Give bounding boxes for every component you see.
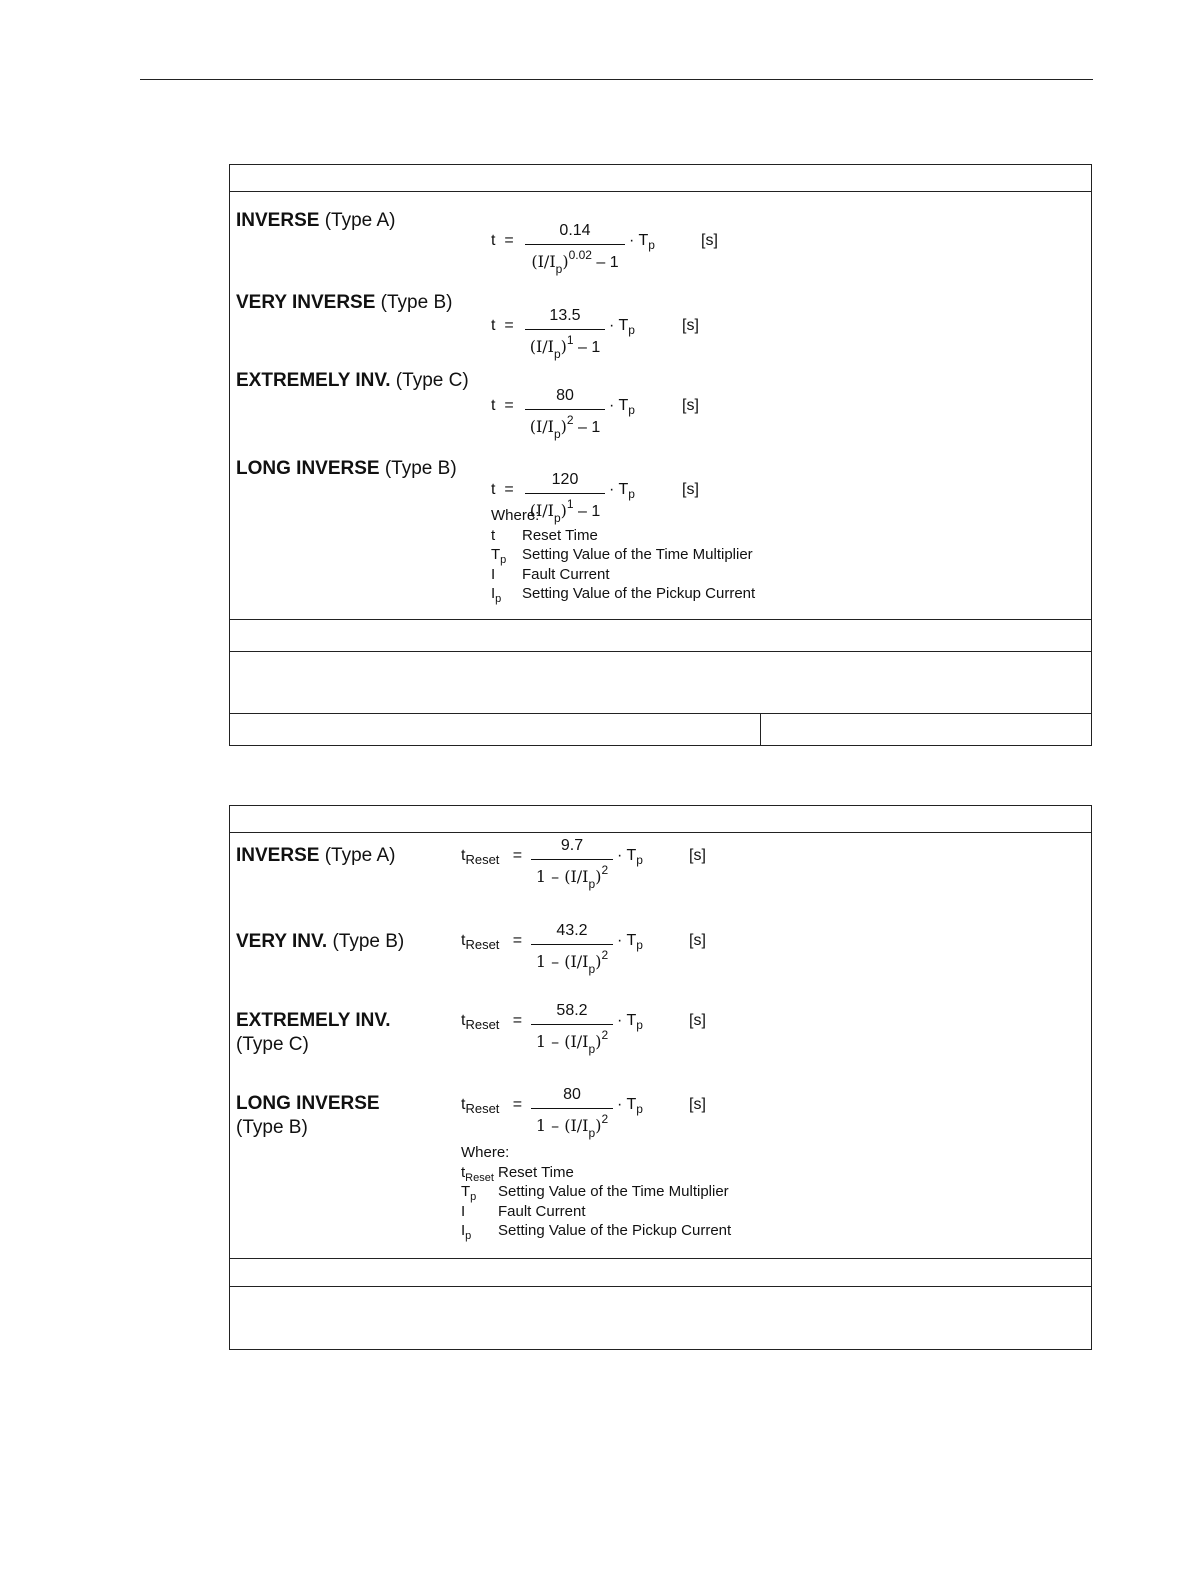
table-row [230, 1287, 1091, 1349]
numerator: 80 [563, 1086, 581, 1103]
formula-lhs: t = [491, 397, 514, 414]
curve-label: LONG INVERSE (Type B) [236, 1093, 380, 1138]
fraction-bar [525, 493, 605, 494]
denominator: $(I/I_p)^1 - 1$ [529, 497, 601, 525]
numerator: 80 [556, 387, 574, 404]
denominator: $(I/I_p)^2 - 1$ [529, 413, 601, 441]
fraction-bar [531, 1108, 613, 1109]
multiplier: · $T_p$ [609, 481, 635, 501]
unit: [s] [682, 397, 699, 414]
legend-item: $T_p$ Setting Value of the Time Multiplier [491, 546, 753, 566]
denominator: $1 - (I/I_p)^2$ [535, 1112, 609, 1140]
formula-lhs: $t_{Reset}$ = [461, 1012, 523, 1032]
curve-label: LONG INVERSE (Type B) [236, 458, 457, 479]
table-row [230, 714, 1091, 745]
curve-label: VERY INV. (Type B) [236, 931, 405, 952]
legend-item: $t_{Reset}$ Reset Time [461, 1163, 574, 1184]
unit: [s] [689, 847, 706, 864]
numerator: 0.14 [559, 222, 591, 239]
table-row [230, 620, 1091, 652]
multiplier: · $T_p$ [609, 397, 635, 417]
fraction-bar [531, 1024, 613, 1025]
fraction-bar [525, 409, 605, 410]
multiplier: · $T_p$ [617, 932, 643, 952]
multiplier: · $T_p$ [629, 232, 655, 252]
curve-label: EXTREMELY INV. (Type C) [236, 1010, 391, 1055]
curve-label: INVERSE (Type A) [236, 845, 396, 866]
legend-item: $T_p$ Setting Value of the Time Multiplier [461, 1183, 729, 1203]
variable-legend [461, 1143, 732, 1242]
numerator: 9.7 [560, 837, 584, 854]
unit: [s] [682, 481, 699, 498]
formula-cell [230, 192, 1091, 620]
formula-lhs: t = [491, 317, 514, 334]
unit: [s] [682, 317, 699, 334]
legend-item: $I_p$ Setting Value of the Pickup Current [491, 585, 756, 605]
formula-lhs: t = [491, 481, 514, 498]
numerator: 120 [551, 471, 579, 488]
denominator: $1 - (I/I_p)^2$ [535, 863, 609, 891]
unit: [s] [689, 1012, 706, 1029]
denominator: $(I/I_p)^{0.02} - 1$ [531, 248, 619, 276]
unit: [s] [701, 232, 718, 249]
numerator: 58.2 [556, 1002, 588, 1019]
numerator: 43.2 [556, 922, 588, 939]
formula-cell [230, 833, 1091, 1259]
multiplier: · $T_p$ [617, 1096, 643, 1116]
numerator: 13.5 [549, 307, 581, 324]
fraction-bar [531, 944, 613, 945]
curve-label: INVERSE (Type A) [236, 210, 396, 231]
unit: [s] [689, 1096, 706, 1113]
table-title-row [230, 165, 1091, 192]
formula-lhs: $t_{Reset}$ = [461, 932, 523, 952]
unit: [s] [689, 932, 706, 949]
reset-characteristic-table [229, 805, 1092, 1350]
fraction-bar [525, 244, 625, 245]
legend-title: Where: [491, 507, 540, 524]
denominator: $(I/I_p)^1 - 1$ [529, 333, 601, 361]
curve-label: VERY INVERSE (Type B) [236, 292, 453, 313]
denominator: $1 - (I/I_p)^2$ [535, 948, 609, 976]
legend-item: $I_p$ Setting Value of the Pickup Current [461, 1222, 732, 1242]
table-title-row [230, 806, 1091, 833]
legend-item: t Reset Time [491, 526, 598, 544]
formula-lhs: $t_{Reset}$ = [461, 847, 523, 867]
formula-lhs: $t_{Reset}$ = [461, 1096, 523, 1116]
legend-item: I Fault Current [461, 1202, 586, 1220]
multiplier: · $T_p$ [617, 1012, 643, 1032]
legend-item: I Fault Current [491, 565, 610, 583]
denominator: $1 - (I/I_p)^2$ [535, 1028, 609, 1056]
header-rule [140, 79, 1093, 80]
trip-characteristic-table [229, 164, 1092, 746]
fraction-bar [531, 859, 613, 860]
legend-title: Where: [461, 1144, 510, 1161]
multiplier: · $T_p$ [609, 317, 635, 337]
table-row [230, 1259, 1091, 1287]
table-cell [230, 714, 761, 745]
formula-lhs: t = [491, 232, 514, 249]
table-row [230, 652, 1091, 714]
fraction-bar [525, 329, 605, 330]
curve-label: EXTREMELY INV. (Type C) [236, 370, 469, 391]
multiplier: · $T_p$ [617, 847, 643, 867]
